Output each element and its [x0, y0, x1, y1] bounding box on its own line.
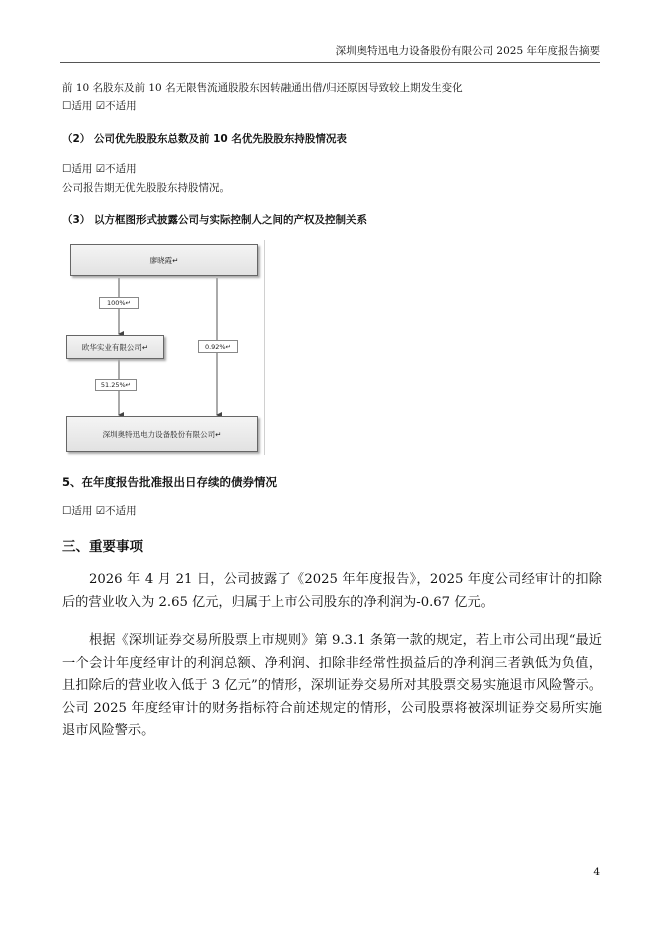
- box-controller: [70, 244, 258, 276]
- pct-top-to-bottom-label: 0.92%↵: [204, 342, 232, 351]
- pct-mid-to-bottom: [95, 379, 137, 391]
- shareholder-change-note: 前 10 名股东及前 10 名无限售流通股股东因转融通出借/归还原因导致较上期发生变化: [62, 82, 463, 94]
- sub3-title: （3） 以方框图形式披露公司与实际控制人之间的产权及控制关系: [62, 214, 367, 226]
- sub2-title: （2） 公司优先股股东总数及前 10 名优先股股东持股情况表: [62, 133, 347, 145]
- header-title: 深圳奥特迅电力设备股份有限公司 2025 年年度报告摘要: [335, 45, 600, 57]
- page-header: [60, 40, 600, 63]
- applicability-checkbox-3: ☐适用 ☑不适用: [62, 505, 137, 517]
- paragraph-2: 根据《深圳证券交易所股票上市规则》第 9.3.1 条第一款的规定，若上市公司出现“最近一个会计年度经审计的利润总额、净利润、扣除非经常性损益后的净利润三者孰低为负值，且扣除后的营业收入低于 3 亿元”的情形，深圳证券交易所对其股票交易实施退市风险警示。公司 2025 年度经审计的财务指标符合前述规定的情形，公司股票将被深圳证券交易所实施退市风险警示。: [62, 633, 602, 738]
- paragraph-1: 2026 年 4 月 21 日，公司披露了《2025 年年度报告》，2025 年度公司经审计的扣除后的营业收入为 2.65 亿元，归属于上市公司股东的净利润为-0.67 亿元。: [62, 572, 602, 610]
- box-controller-label: 廖晓霞↵: [149, 255, 179, 265]
- pct-top-to-mid: [99, 297, 139, 309]
- sec5-title: 5、在年度报告批准报出日存续的债券情况: [62, 475, 277, 489]
- ownership-diagram: [62, 238, 264, 460]
- preferred-share-note: 公司报告期无优先股股东持股情况。: [62, 182, 230, 194]
- pct-mid-to-bottom-label: 51.25%↵: [100, 381, 132, 389]
- box-ouhua: [66, 335, 164, 359]
- applicability-checkbox-1: ☐适用 ☑不适用: [62, 100, 137, 112]
- pct-top-to-mid-label: 100%↵: [106, 299, 132, 307]
- page-number: 4: [593, 866, 600, 878]
- pct-top-to-bottom: [198, 340, 238, 353]
- box-aotexun: [66, 416, 258, 452]
- applicability-checkbox-2: ☐适用 ☑不适用: [62, 163, 137, 175]
- box-ouhua-label: 欧华实业有限公司↵: [81, 342, 149, 352]
- box-aotexun-label: 深圳奥特迅电力设备股份有限公司↵: [102, 429, 222, 439]
- sec3-title: 三、重要事项: [62, 539, 143, 555]
